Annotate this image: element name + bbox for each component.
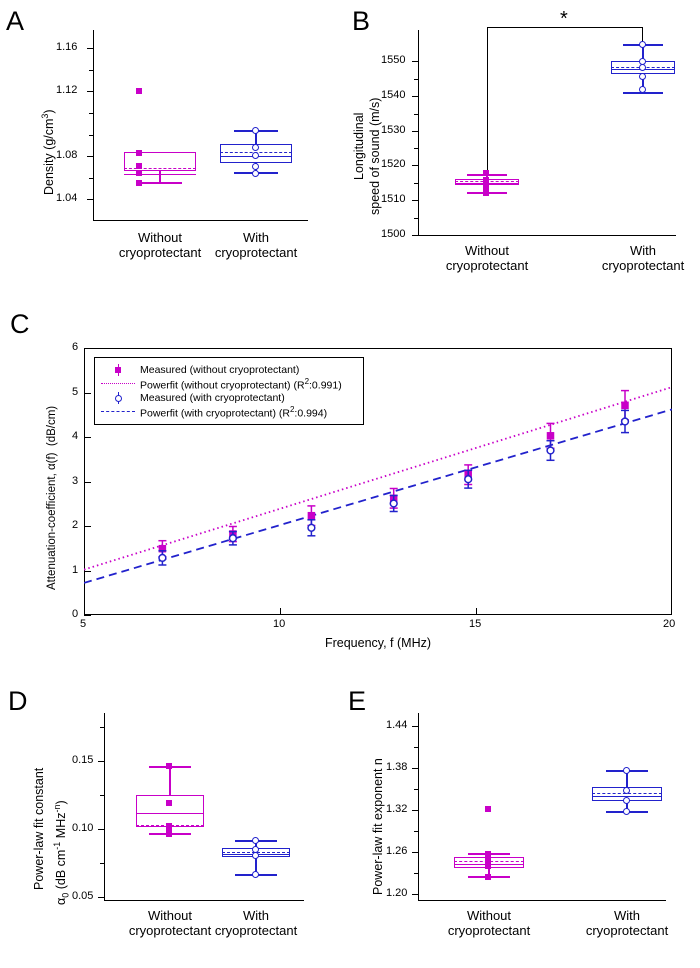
- panel-b-point-without: [483, 170, 489, 176]
- panel-e-category-label-without: [429, 908, 549, 938]
- d-ylabel-sup1: -1: [52, 841, 62, 850]
- panel-letter-b: B: [352, 6, 371, 36]
- panel-a-ytick-minor: [89, 135, 94, 136]
- panel-a-ytick-label: 1.16: [56, 41, 78, 53]
- panel-c-ytick-label: 1: [72, 564, 79, 576]
- panel-b-x-axis: [418, 235, 676, 236]
- panel-d-ytick-minor: [100, 727, 105, 728]
- panel-a-ytick-label: 1.08: [56, 149, 78, 161]
- panel-d-ytick: [98, 829, 105, 830]
- panel-e-point-with: [623, 797, 630, 804]
- panel-b-ytick-minor: [414, 114, 419, 115]
- panel-b-point-with: [639, 41, 646, 48]
- panel-d-point-with: [252, 871, 259, 878]
- panel-b-ytick-label: 1510: [381, 193, 406, 205]
- legend-label-pre: Powerfit (without cryoprotectant) (R: [140, 379, 305, 392]
- panel-a-y-axis-label: [40, 109, 56, 195]
- panel-b-point-without: [483, 190, 489, 196]
- panel-c-xtick-label: 5: [80, 618, 87, 630]
- cat-line1: Without: [147, 908, 193, 923]
- d-ylabel-sub: 0: [60, 892, 71, 898]
- panel-c-ylabel-b: α(f): [46, 452, 58, 471]
- panel-letter-e: E: [348, 686, 367, 716]
- panel-d-ytick: [98, 897, 105, 898]
- panel-b-ytick: [412, 200, 419, 201]
- panel-d-point-with: [252, 852, 259, 859]
- panel-e-ytick: [412, 726, 419, 727]
- panel-b-category-label-without: [427, 243, 547, 273]
- cat-line2: cryoprotectant: [214, 923, 298, 938]
- panel-b-y-axis-label-line2: speed of sound (m/s): [368, 97, 382, 215]
- legend-key-powerfit-with-icon: [101, 405, 135, 419]
- panel-e-ytick-label: 1.26: [386, 845, 408, 857]
- panel-a-ylabel-main: Density (g/cm: [42, 118, 57, 195]
- panel-a-ylabel-sup: 3: [40, 113, 50, 119]
- panel-d-point-without: [166, 800, 172, 806]
- panel-d-mean-without: [136, 813, 204, 814]
- panel-e-ytick-label: 1.32: [386, 803, 408, 815]
- panel-c-ytick-label: 3: [72, 475, 79, 487]
- panel-c-ytick-label: 5: [72, 386, 79, 398]
- panel-c-ytick-label: 0: [72, 608, 79, 620]
- panel-e-ytick-minor: [414, 831, 419, 832]
- panel-a-y-axis: [93, 30, 94, 220]
- d-ylabel-alpha: α: [54, 897, 69, 905]
- panel-b-ytick-minor: [414, 218, 419, 219]
- panel-a-ytick: [87, 91, 94, 92]
- panel-d-point-with: [252, 837, 259, 844]
- d-ylabel-sup2: -n: [52, 804, 62, 813]
- panel-a-ytick: [87, 48, 94, 49]
- panel-a-ytick-label: 1.12: [56, 84, 78, 96]
- panel-d-point-without: [166, 763, 172, 769]
- panel-a-point-with: [252, 152, 259, 159]
- legend-label-post: :0.991): [309, 379, 342, 392]
- panel-b-ytick-label: 1540: [381, 89, 406, 101]
- panel-b-ytick-minor: [414, 183, 419, 184]
- panel-e-y-axis: [418, 713, 419, 900]
- panel-d-ytick: [98, 761, 105, 762]
- legend-label-pre: Powerfit (with cryoprotectant) (R: [140, 407, 290, 420]
- cat-line2: cryoprotectant: [447, 923, 531, 938]
- d-ylabel-b: (dB cm: [54, 849, 69, 893]
- cat-line1: Without: [137, 230, 183, 245]
- panel-d-y-axis: [104, 713, 105, 900]
- panel-e-ytick: [412, 894, 419, 895]
- cat-line1: With: [243, 908, 269, 923]
- panel-b-ytick: [412, 235, 419, 236]
- panel-a-ytick-label: 1.04: [56, 192, 78, 204]
- panel-e-point-without: [485, 863, 491, 869]
- panel-c-xtick-label: 10: [273, 618, 286, 630]
- panel-a-whisker-without: [159, 171, 161, 182]
- legend-key-powerfit-without-icon: [101, 377, 135, 391]
- panel-b-y-axis-label-line1: Longitudinal: [352, 112, 366, 180]
- cat-line2: cryoprotectant: [445, 258, 529, 273]
- panel-e-ytick: [412, 810, 419, 811]
- legend-label: Measured (without cryoprotectant): [140, 364, 300, 376]
- panel-d-ytick-minor: [100, 795, 105, 796]
- panel-b-ytick-label: 1550: [381, 54, 406, 66]
- panel-letter-a: A: [6, 6, 25, 36]
- panel-e-y-axis-label: Power-law fit exponent n: [371, 758, 385, 895]
- panel-c-y-axis-label: [46, 406, 58, 590]
- panel-d-ytick-label: 0.05: [72, 890, 94, 902]
- panel-b-ytick: [412, 165, 419, 166]
- panel-e-ytick-label: 1.20: [386, 887, 408, 899]
- legend-key-measured-with-icon: [101, 391, 135, 405]
- panel-e-ytick-label: 1.38: [386, 761, 408, 773]
- panel-c-xtick-label: 15: [469, 618, 482, 630]
- cat-line1: With: [243, 230, 269, 245]
- panel-b-ytick: [412, 131, 419, 132]
- panel-d-ytick-minor: [100, 863, 105, 864]
- legend-label: [140, 403, 327, 421]
- panel-c-xtick-label: 20: [663, 618, 676, 630]
- panel-e-point-without: [485, 874, 491, 880]
- panel-b-ytick-minor: [414, 79, 419, 80]
- panel-a-point-with: [252, 170, 259, 177]
- panel-a-point-without: [136, 150, 142, 156]
- cat-line2: cryoprotectant: [128, 923, 212, 938]
- panel-c-x-axis-label: Frequency, f (MHz): [324, 636, 432, 650]
- panel-b-point-with: [639, 64, 646, 71]
- panel-e-point-with: [623, 808, 630, 815]
- panel-e-category-label-with: [567, 908, 687, 938]
- panel-c-legend: [94, 357, 364, 425]
- legend-item-powerfit-with: [101, 405, 356, 419]
- panel-a-ytick-minor: [89, 70, 94, 71]
- cat-line1: With: [630, 243, 656, 258]
- panel-b-ytick-minor: [414, 148, 419, 149]
- panel-a-point-without: [136, 180, 142, 186]
- panel-e-ytick-minor: [414, 789, 419, 790]
- legend-item-powerfit-without: [101, 377, 356, 391]
- panel-d-whisker-without-high: [169, 766, 171, 796]
- panel-e-ytick: [412, 768, 419, 769]
- panel-d-y-axis-label-line1: Power-law fit constant: [32, 767, 46, 890]
- panel-b-category-label-with: [583, 243, 700, 273]
- panel-e-ytick-minor: [414, 873, 419, 874]
- cat-line2: cryoprotectant: [214, 245, 298, 260]
- cat-line2: cryoprotectant: [118, 245, 202, 260]
- panel-b-ytick: [412, 61, 419, 62]
- panel-d-y-axis-label-line2: [52, 800, 71, 905]
- panel-b-ytick: [412, 96, 419, 97]
- panel-b-ytick-label: 1520: [381, 158, 406, 170]
- cat-line1: Without: [464, 243, 510, 258]
- panel-c-ytick: [84, 615, 91, 616]
- panel-c-ylabel-c: (dB/cm): [46, 405, 58, 447]
- panel-e-ytick-label: 1.44: [386, 719, 408, 731]
- panel-a-category-label-with: [196, 230, 316, 260]
- panel-a-point-without: [136, 88, 142, 94]
- cat-line1: With: [614, 908, 640, 923]
- panel-a-point-with: [252, 144, 259, 151]
- panel-d-ytick-label: 0.15: [72, 754, 94, 766]
- legend-label-sup: 2: [304, 377, 310, 387]
- panel-letter-d: D: [8, 686, 28, 716]
- panel-e-point-with: [623, 787, 630, 794]
- panel-b-significance-marker: *: [560, 8, 568, 30]
- panel-b-ytick-label: 1530: [381, 124, 406, 136]
- panel-letter-c: C: [10, 309, 30, 339]
- legend-key-measured-without-icon: [101, 363, 135, 377]
- panel-e-ytick: [412, 852, 419, 853]
- panel-c-ytick-label: 2: [72, 519, 79, 531]
- cat-line2: cryoprotectant: [585, 923, 669, 938]
- panel-d-point-without: [166, 831, 172, 837]
- panel-e-ytick-minor: [414, 747, 419, 748]
- panel-b-ytick-label: 1500: [381, 228, 406, 240]
- panel-d-category-label-with: [196, 908, 316, 938]
- panel-d-ytick-label: 0.10: [72, 822, 94, 834]
- panel-a-ytick-minor: [89, 113, 94, 114]
- panel-b-sig-bracket-left: [487, 27, 488, 192]
- panel-a-point-without: [136, 170, 142, 176]
- panel-c-ytick-label: 4: [72, 430, 79, 442]
- cat-line1: Without: [466, 908, 512, 923]
- panel-b-point-with: [639, 73, 646, 80]
- d-ylabel-d: ): [54, 800, 69, 805]
- panel-a-median-without: [124, 168, 196, 169]
- panel-a-whisker-cap-without: [138, 182, 182, 184]
- panel-a-ytick-minor: [89, 178, 94, 179]
- legend-label-post: :0.994): [294, 407, 328, 420]
- legend-label-sup: 2: [289, 405, 295, 415]
- panel-d-x-axis: [104, 900, 304, 901]
- panel-e-point-with: [623, 767, 630, 774]
- panel-e-point-without: [485, 806, 491, 812]
- panel-a-x-axis: [93, 220, 308, 221]
- panel-a-point-with: [252, 127, 259, 134]
- panel-a-point-without: [136, 163, 142, 169]
- panel-a-point-with: [252, 163, 259, 170]
- panel-e-x-axis: [418, 900, 666, 901]
- legend-label: Measured (with cryoprotectant): [140, 392, 285, 404]
- panel-c-ytick-label: 6: [72, 341, 79, 353]
- panel-e-point-without: [485, 851, 491, 857]
- panel-a-ylabel-tail: ): [42, 109, 57, 114]
- d-ylabel-c: MHz: [54, 812, 69, 842]
- panel-a-ytick: [87, 199, 94, 200]
- panel-b-point-with: [639, 86, 646, 93]
- panel-c-ylabel-a: Attenuation-coefficient,: [46, 473, 58, 590]
- panel-a-ytick: [87, 156, 94, 157]
- cat-line2: cryoprotectant: [601, 258, 685, 273]
